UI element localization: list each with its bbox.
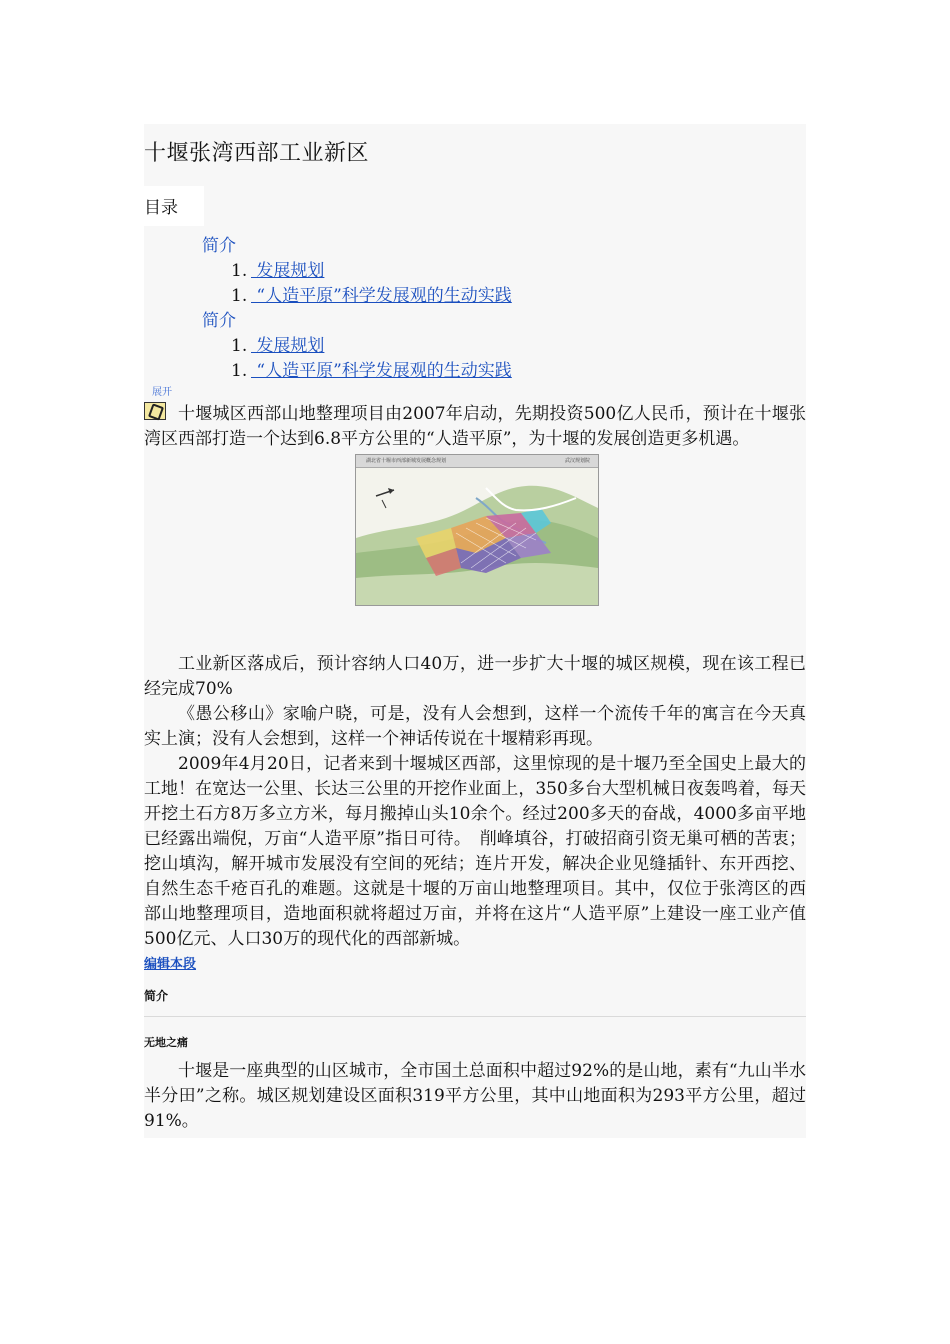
- toc-item-number: 1.: [231, 286, 248, 306]
- article: [144, 124, 806, 1138]
- toc-item-number: 1.: [231, 336, 248, 356]
- pencil-note-icon: [144, 402, 166, 420]
- toc-link-artificial-plain[interactable]: “人造平原”科学发展观的生动实践: [251, 361, 512, 381]
- map-header: [356, 455, 598, 468]
- section-paragraph: 十堰是一座典型的山区城市，全市国土总面积中超过92%的是山地，素有“九山半水半分田”之称。城区规划建设区面积319平方公里，其中山地面积为293平方公里，超过91%。: [144, 1061, 806, 1131]
- toc-item: [202, 259, 806, 284]
- toc-link-artificial-plain[interactable]: “人造平原”科学发展观的生动实践: [251, 286, 512, 306]
- paragraph: 2009年4月20日，记者来到十堰城区西部，这里惊现的是十堰乃至全国史上最大的工地！在宽达一公里、长达三公里的开挖作业面上，350多台大型机械日夜轰鸣着，每天开挖土石方8万多立方米，每月搬掉山头10余个。经过200多天的奋战，4000多亩平地已经露出端倪，万亩“人造平原”指日可待。 削峰填谷，打破招商引资无巢可栖的苦衷；挖山填沟，解开城市发展没有空间的死结；连片开发，解决企业见缝插针、东开西挖、自然生态千疮百孔的难题。这就是十堰的万亩山地整理项目。其中，仅位于张湾区的西部山地整理项目，造地面积就将超过万亩，并将在这片“人造平原”上建设一座工业产值500亿元、人口30万的现代化的西部新城。: [144, 754, 806, 949]
- expand-toc-link[interactable]: 展开: [152, 387, 172, 398]
- intro-paragraph: 十堰城区西部山地整理项目由2007年启动，先期投资500亿人民币，预计在十堰张湾区西部打造一个达到6.8平方公里的“人造平原”，为十堰的发展创造更多机遇。: [144, 404, 806, 449]
- map-figure: [144, 452, 806, 652]
- section-heading: 简介: [144, 976, 806, 1017]
- toc-title: 目录: [144, 186, 204, 226]
- table-of-contents: [144, 234, 806, 384]
- map-header-title: 湖北省十堰市西部新城发展概念规划: [366, 458, 447, 464]
- map-header-source: 武汉规划院: [564, 458, 590, 464]
- toc-item-number: 1.: [231, 261, 248, 281]
- planning-map-image: [355, 454, 599, 606]
- paragraph: 《愚公移山》家喻户晓，可是，没有人会想到，这样一个流传千年的寓言在今天真实上演；没有人会想到，这样一个神话传说在十堰精彩再现。: [144, 704, 806, 749]
- intro-block: [144, 402, 806, 452]
- toc-group: [202, 234, 806, 259]
- edit-section-link[interactable]: 编辑本段: [144, 957, 197, 972]
- planning-map-graphic: [356, 468, 598, 605]
- toc-link-development-plan[interactable]: 发展规划: [251, 261, 325, 281]
- toc-group: [202, 309, 806, 334]
- toc-link-development-plan[interactable]: 发展规划: [251, 336, 325, 356]
- paragraph: 工业新区落成后，预计容纳人口40万，进一步扩大十堰的城区规模，现在该工程已经完成70%: [144, 654, 806, 699]
- toc-link-intro[interactable]: 简介: [202, 311, 236, 331]
- toc-link-intro[interactable]: 简介: [202, 236, 236, 256]
- sub-heading: 无地之痛: [144, 1036, 188, 1049]
- toc-item-number: 1.: [231, 361, 248, 381]
- toc-item: [202, 284, 806, 309]
- toc-item: [202, 359, 806, 384]
- toc-item: [202, 334, 806, 359]
- page-title: 十堰张湾西部工业新区: [144, 141, 370, 166]
